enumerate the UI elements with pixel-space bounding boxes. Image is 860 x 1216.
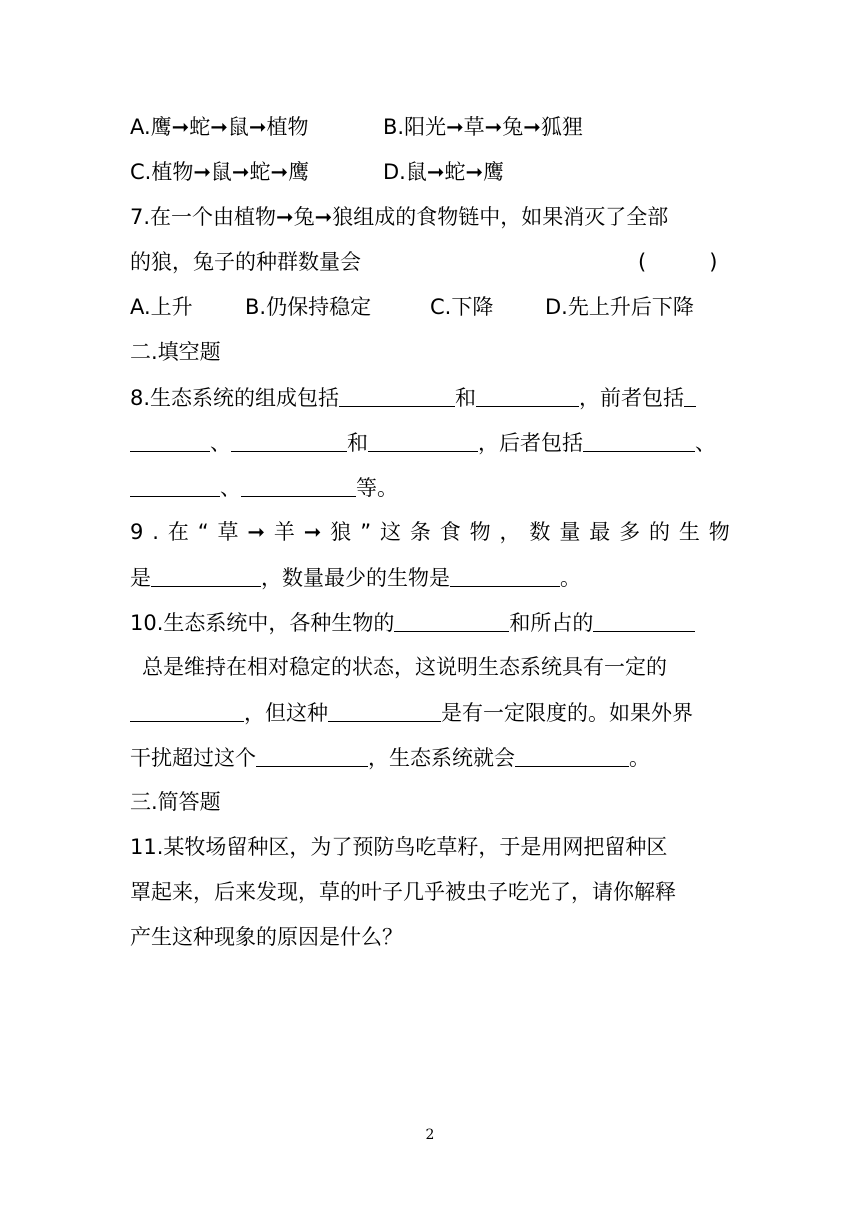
q9-line-1-char: ， — [499, 520, 521, 544]
q9-line-1-char: 最 — [589, 520, 611, 544]
q9-line-1-char: 数 — [529, 520, 551, 544]
q10-blank-2 — [593, 609, 695, 632]
q9-line-1-char: 狼 — [330, 520, 352, 544]
q9-text-2: ，数量最少的生物是 — [261, 566, 450, 590]
q9-blank-1 — [151, 564, 261, 587]
q9-line-1-char: 生 — [678, 520, 700, 544]
q11-line-3: 产生这种现象的原因是什么？ — [130, 925, 403, 949]
q7-line-1: 7.在一个由植物➞兔➞狼组成的食物链中，如果消灭了全部 — [130, 205, 669, 229]
q10-line-1 — [130, 607, 730, 638]
q8-blank-8 — [241, 474, 356, 497]
q8-blank-4 — [231, 429, 347, 452]
q9-line-2 — [130, 562, 730, 593]
q9-blank-2 — [450, 564, 560, 587]
q9-line-1-char: 食 — [439, 520, 461, 544]
q10-blank-3 — [130, 699, 244, 722]
q7-stem-end: 的狼，兔子的种群数量会 — [130, 250, 361, 274]
q6-option-d: D.鼠➞蛇➞鹰 — [383, 160, 505, 184]
q8-line-1 — [130, 382, 730, 413]
q8-text-8: 、 — [220, 476, 241, 500]
q10-line-2: 总是维持在相对稳定的状态，这说明生态系统具有一定的 — [142, 655, 667, 679]
q6-option-b: B.阳光➞草➞兔➞狐狸 — [383, 115, 583, 139]
q9-line-1-char: 羊 — [273, 520, 295, 544]
q9-line-1 — [130, 517, 730, 547]
q8-blank-3-end — [130, 429, 210, 452]
q10-text-3: ，但这种 — [244, 701, 328, 725]
q9-line-1-char: . — [152, 520, 159, 544]
q8-text-9: 等。 — [356, 476, 398, 500]
q10-blank-5 — [256, 744, 368, 767]
q8-blank-6 — [583, 429, 695, 452]
q9-line-1-char: 的 — [648, 520, 670, 544]
q10-line-3 — [130, 697, 730, 728]
q9-line-1-char: 这 — [379, 520, 401, 544]
q10-blank-4 — [328, 699, 441, 722]
q8-blank-5 — [368, 429, 478, 452]
q9-line-1-char: 物 — [708, 520, 730, 544]
q7-option-b: B.仍保持稳定 — [245, 295, 372, 319]
q8-blank-1 — [339, 384, 455, 407]
q9-line-1-char: ” — [360, 520, 372, 544]
q9-text-1: 是 — [130, 566, 151, 590]
q8-text-3: ，前者包括 — [579, 386, 685, 410]
q8-line-2 — [130, 427, 730, 458]
q7-option-d: D.先上升后下降 — [545, 295, 694, 319]
q10-blank-1 — [394, 609, 509, 632]
q8-text-6: ，后者包括 — [478, 431, 583, 455]
q8-blank-3-start — [684, 384, 696, 407]
q9-line-1-char: ➞ — [303, 520, 322, 544]
q9-line-1-char: “ — [197, 520, 209, 544]
q9-line-1-char: 9 — [130, 520, 144, 544]
section-2-title: 二.填空题 — [130, 340, 221, 364]
q9-line-1-char: 量 — [559, 520, 581, 544]
q10-text-7: 。 — [629, 746, 650, 770]
q8-blank-7 — [130, 474, 220, 497]
q11-line-2: 罩起来，后来发现，草的叶子几乎被虫子吃光了，请你解释 — [130, 880, 676, 904]
q11-line-1: 11.某牧场留种区，为了预防鸟吃草籽，于是用网把留种区 — [130, 835, 668, 859]
q8-text-2: 和 — [455, 386, 477, 410]
q10-line-4 — [130, 742, 730, 773]
q7-answer-paren: ( ) — [638, 250, 718, 274]
q9-line-1-char: 草 — [217, 520, 239, 544]
q10-text-4: 是有一定限度的。如果外界 — [441, 701, 693, 725]
q6-option-c: C.植物➞鼠➞蛇➞鹰 — [130, 160, 310, 184]
q10-text-5: 干扰超过这个 — [130, 746, 256, 770]
q10-blank-6 — [515, 744, 629, 767]
q9-line-1-char: ➞ — [247, 520, 266, 544]
q8-text-7: 、 — [695, 431, 716, 455]
page-number: 2 — [425, 1127, 435, 1143]
q8-blank-2 — [476, 384, 579, 407]
q9-line-1-char: 在 — [167, 520, 189, 544]
q9-text-3: 。 — [560, 566, 581, 590]
q9-line-1-char: 物 — [469, 520, 491, 544]
q7-option-c: C.下降 — [430, 295, 494, 319]
q6-option-a: A.鹰➞蛇➞鼠➞植物 — [130, 115, 309, 139]
q8-text-5: 和 — [347, 431, 368, 455]
q9-line-1-char: 条 — [409, 520, 431, 544]
q10-text-6: ，生态系统就会 — [368, 746, 515, 770]
q7-option-a: A.上升 — [130, 295, 193, 319]
q8-text-1: 8.生态系统的组成包括 — [130, 386, 340, 410]
q8-line-3 — [130, 472, 730, 503]
q10-text-1: 10.生态系统中，各种生物的 — [130, 611, 395, 635]
q9-line-1-char: 多 — [619, 520, 641, 544]
section-3-title: 三.简答题 — [130, 790, 221, 814]
q8-text-4: 、 — [210, 431, 231, 455]
q10-text-2: 和所占的 — [509, 611, 594, 635]
